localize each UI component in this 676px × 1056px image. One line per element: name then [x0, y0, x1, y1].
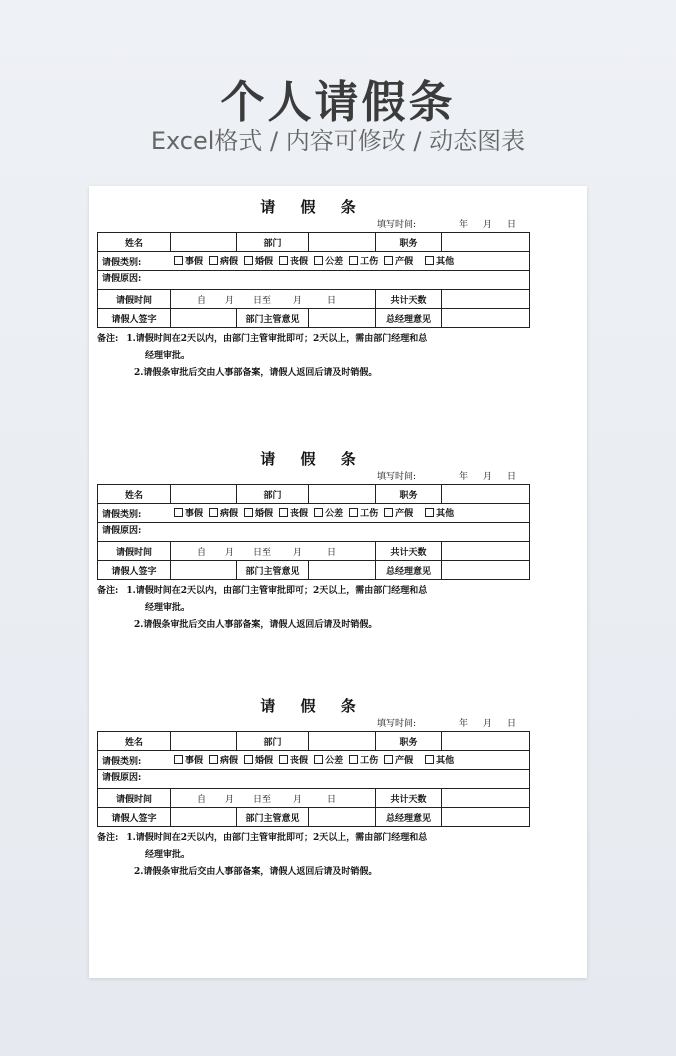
period-label: 请假时间: [98, 290, 171, 309]
category-option[interactable]: [244, 753, 273, 766]
category-option[interactable]: [244, 506, 273, 519]
category-option[interactable]: [209, 254, 238, 267]
slip-title: 请 假 条: [260, 198, 366, 216]
note-1-cont: 经理审批。: [145, 351, 191, 361]
category-options: [174, 254, 460, 268]
category-row: [98, 504, 530, 523]
leave-form-table: [97, 731, 530, 827]
category-label: 请假类别:: [102, 509, 142, 520]
category-option-label: 产假: [395, 756, 414, 766]
signer-field[interactable]: [171, 808, 237, 827]
signer-field[interactable]: [171, 561, 237, 580]
checkbox[interactable]: [314, 508, 323, 517]
to-day: 日: [327, 794, 337, 805]
fill-date-label: 填写时间:: [377, 220, 417, 230]
document-page: [89, 186, 587, 978]
note-1: 1.请假时间在2天以内，由部门主管审批即可；2天以上，需由部门经理和总: [126, 334, 428, 344]
gm-label: 总经理意见: [376, 561, 442, 580]
leave-slip: [97, 448, 529, 634]
checkbox[interactable]: [384, 256, 393, 265]
checkbox[interactable]: [279, 755, 288, 764]
notes: [97, 583, 529, 634]
category-option-label: 公差: [325, 509, 344, 519]
notes: [97, 830, 529, 881]
category-option-label: 病假: [220, 509, 239, 519]
category-option[interactable]: [209, 506, 238, 519]
fill-date-label: 填写时间:: [377, 472, 417, 482]
category-option[interactable]: [384, 254, 413, 267]
from-day: 日至: [253, 547, 272, 558]
leave-slip: [97, 196, 529, 382]
category-label: 请假类别:: [102, 257, 142, 268]
category-option[interactable]: [209, 753, 238, 766]
note-prefix: 备注:: [97, 334, 119, 344]
position-label: 职务: [376, 485, 442, 504]
category-option[interactable]: [279, 753, 308, 766]
from-month: 月: [225, 794, 235, 805]
from-year: 自: [197, 547, 207, 558]
position-label: 职务: [376, 732, 442, 751]
signer-label: 请假人签字: [98, 309, 171, 328]
reason-field[interactable]: [98, 271, 530, 290]
dept-label: 部门: [237, 233, 309, 252]
checkbox[interactable]: [384, 508, 393, 517]
category-option[interactable]: [174, 254, 203, 267]
category-option[interactable]: [279, 254, 308, 267]
category-options: [174, 753, 460, 767]
gm-field[interactable]: [442, 808, 530, 827]
checkbox[interactable]: [209, 508, 218, 517]
period-label: 请假时间: [98, 789, 171, 808]
checkbox[interactable]: [174, 508, 183, 517]
category-option[interactable]: [349, 753, 378, 766]
note-1-cont: 经理审批。: [145, 850, 191, 860]
total-days-label: 共计天数: [376, 789, 442, 808]
reason-label: 请假原因:: [102, 773, 142, 783]
category-option[interactable]: [174, 753, 203, 766]
date-day: 日: [507, 719, 517, 729]
gm-field[interactable]: [442, 309, 530, 328]
to-month: 月: [293, 794, 303, 805]
checkbox[interactable]: [244, 508, 253, 517]
from-year: 自: [197, 295, 207, 306]
total-days-label: 共计天数: [376, 290, 442, 309]
category-label: 请假类别:: [102, 756, 142, 767]
leave-form-table: [97, 484, 530, 580]
date-year: 年: [459, 220, 469, 230]
to-month: 月: [293, 295, 303, 306]
checkbox[interactable]: [349, 755, 358, 764]
category-option-label: 病假: [220, 257, 239, 267]
leave-form-table: [97, 232, 530, 328]
dept-head-field[interactable]: [309, 561, 376, 580]
category-option-label: 丧假: [290, 257, 309, 267]
checkbox[interactable]: [174, 256, 183, 265]
note-1: 1.请假时间在2天以内，由部门主管审批即可；2天以上，需由部门经理和总: [126, 833, 428, 843]
signer-label: 请假人签字: [98, 808, 171, 827]
period-field[interactable]: [171, 542, 376, 561]
category-option[interactable]: [314, 254, 343, 267]
category-option[interactable]: [384, 753, 413, 766]
checkbox[interactable]: [209, 256, 218, 265]
signer-field[interactable]: [171, 309, 237, 328]
fill-date-row: [97, 717, 529, 731]
checkbox[interactable]: [244, 755, 253, 764]
from-day: 日至: [253, 295, 272, 306]
dept-head-field[interactable]: [309, 309, 376, 328]
checkbox[interactable]: [279, 256, 288, 265]
slip-title: 请 假 条: [260, 697, 366, 715]
position-field[interactable]: [442, 233, 530, 252]
category-option[interactable]: [425, 506, 454, 519]
dept-head-label: 部门主管意见: [237, 561, 309, 580]
total-days-field[interactable]: [442, 542, 530, 561]
name-field[interactable]: [171, 732, 237, 751]
period-label: 请假时间: [98, 542, 171, 561]
position-field[interactable]: [442, 485, 530, 504]
period-field[interactable]: [171, 290, 376, 309]
category-option-label: 婚假: [255, 257, 274, 267]
category-option-label: 公差: [325, 756, 344, 766]
dept-head-label: 部门主管意见: [237, 808, 309, 827]
checkbox[interactable]: [314, 755, 323, 764]
checkbox[interactable]: [314, 256, 323, 265]
to-day: 日: [327, 295, 337, 306]
category-option-label: 工伤: [360, 257, 379, 267]
category-option-label: 婚假: [255, 509, 274, 519]
dept-head-label: 部门主管意见: [237, 309, 309, 328]
checkbox[interactable]: [279, 508, 288, 517]
date-day: 日: [507, 220, 517, 230]
fill-date-label: 填写时间:: [377, 719, 417, 729]
checkbox[interactable]: [425, 508, 434, 517]
category-option[interactable]: [279, 506, 308, 519]
checkbox[interactable]: [209, 755, 218, 764]
name-label: 姓名: [98, 233, 171, 252]
total-days-label: 共计天数: [376, 542, 442, 561]
slip-title: 请 假 条: [260, 450, 366, 468]
date-month: 月: [483, 719, 493, 729]
category-option[interactable]: [384, 506, 413, 519]
category-option[interactable]: [349, 506, 378, 519]
category-option-label: 事假: [185, 257, 204, 267]
date-year: 年: [459, 719, 469, 729]
checkbox[interactable]: [384, 755, 393, 764]
fill-date-row: [97, 218, 529, 232]
category-option[interactable]: [314, 753, 343, 766]
total-days-field[interactable]: [442, 290, 530, 309]
note-2: 2.请假条审批后交由人事部备案，请假人返回后请及时销假。: [134, 867, 378, 877]
reason-field[interactable]: [98, 523, 530, 542]
name-label: 姓名: [98, 485, 171, 504]
page-title: 个人请假条: [220, 77, 456, 128]
checkbox[interactable]: [425, 755, 434, 764]
from-month: 月: [225, 547, 235, 558]
category-option-label: 公差: [325, 257, 344, 267]
dept-field[interactable]: [309, 233, 376, 252]
category-option-label: 丧假: [290, 509, 309, 519]
category-option-label: 产假: [395, 257, 414, 267]
category-option[interactable]: [174, 506, 203, 519]
from-month: 月: [225, 295, 235, 306]
name-field[interactable]: [171, 233, 237, 252]
category-option-label: 事假: [185, 509, 204, 519]
date-day: 日: [507, 472, 517, 482]
date-year: 年: [459, 472, 469, 482]
category-option[interactable]: [425, 753, 454, 766]
notes: [97, 331, 529, 382]
dept-field[interactable]: [309, 485, 376, 504]
checkbox[interactable]: [244, 256, 253, 265]
dept-label: 部门: [237, 485, 309, 504]
category-option-label: 病假: [220, 756, 239, 766]
note-2: 2.请假条审批后交由人事部备案，请假人返回后请及时销假。: [134, 368, 378, 378]
total-days-field[interactable]: [442, 789, 530, 808]
reason-field[interactable]: [98, 770, 530, 789]
category-option-label: 产假: [395, 509, 414, 519]
category-option-label: 丧假: [290, 756, 309, 766]
category-option-label: 婚假: [255, 756, 274, 766]
note-prefix: 备注:: [97, 586, 119, 596]
date-month: 月: [483, 472, 493, 482]
fill-date-row: [97, 470, 529, 484]
page-subtitle: Excel格式 / 内容可修改 / 动态图表: [150, 127, 526, 155]
note-prefix: 备注:: [97, 833, 119, 843]
date-month: 月: [483, 220, 493, 230]
category-row: [98, 751, 530, 770]
position-label: 职务: [376, 233, 442, 252]
gm-label: 总经理意见: [376, 309, 442, 328]
gm-label: 总经理意见: [376, 808, 442, 827]
category-option-label: 事假: [185, 756, 204, 766]
category-option-label: 工伤: [360, 756, 379, 766]
dept-label: 部门: [237, 732, 309, 751]
checkbox[interactable]: [349, 256, 358, 265]
dept-field[interactable]: [309, 732, 376, 751]
checkbox[interactable]: [174, 755, 183, 764]
name-field[interactable]: [171, 485, 237, 504]
category-option[interactable]: [244, 254, 273, 267]
category-options: [174, 506, 460, 520]
category-option[interactable]: [314, 506, 343, 519]
category-option[interactable]: [349, 254, 378, 267]
reason-label: 请假原因:: [102, 526, 142, 536]
category-option-label: 工伤: [360, 509, 379, 519]
from-day: 日至: [253, 794, 272, 805]
category-option-label: 其他: [436, 509, 455, 519]
period-field[interactable]: [171, 789, 376, 808]
category-option[interactable]: [425, 254, 454, 267]
category-option-label: 其他: [436, 756, 455, 766]
reason-label: 请假原因:: [102, 274, 142, 284]
from-year: 自: [197, 794, 207, 805]
checkbox[interactable]: [349, 508, 358, 517]
position-field[interactable]: [442, 732, 530, 751]
category-row: [98, 252, 530, 271]
category-option-label: 其他: [436, 257, 455, 267]
note-1-cont: 经理审批。: [145, 603, 191, 613]
note-2: 2.请假条审批后交由人事部备案，请假人返回后请及时销假。: [134, 620, 378, 630]
gm-field[interactable]: [442, 561, 530, 580]
name-label: 姓名: [98, 732, 171, 751]
note-1: 1.请假时间在2天以内，由部门主管审批即可；2天以上，需由部门经理和总: [126, 586, 428, 596]
leave-slip: [97, 695, 529, 881]
to-day: 日: [327, 547, 337, 558]
signer-label: 请假人签字: [98, 561, 171, 580]
to-month: 月: [293, 547, 303, 558]
dept-head-field[interactable]: [309, 808, 376, 827]
checkbox[interactable]: [425, 256, 434, 265]
